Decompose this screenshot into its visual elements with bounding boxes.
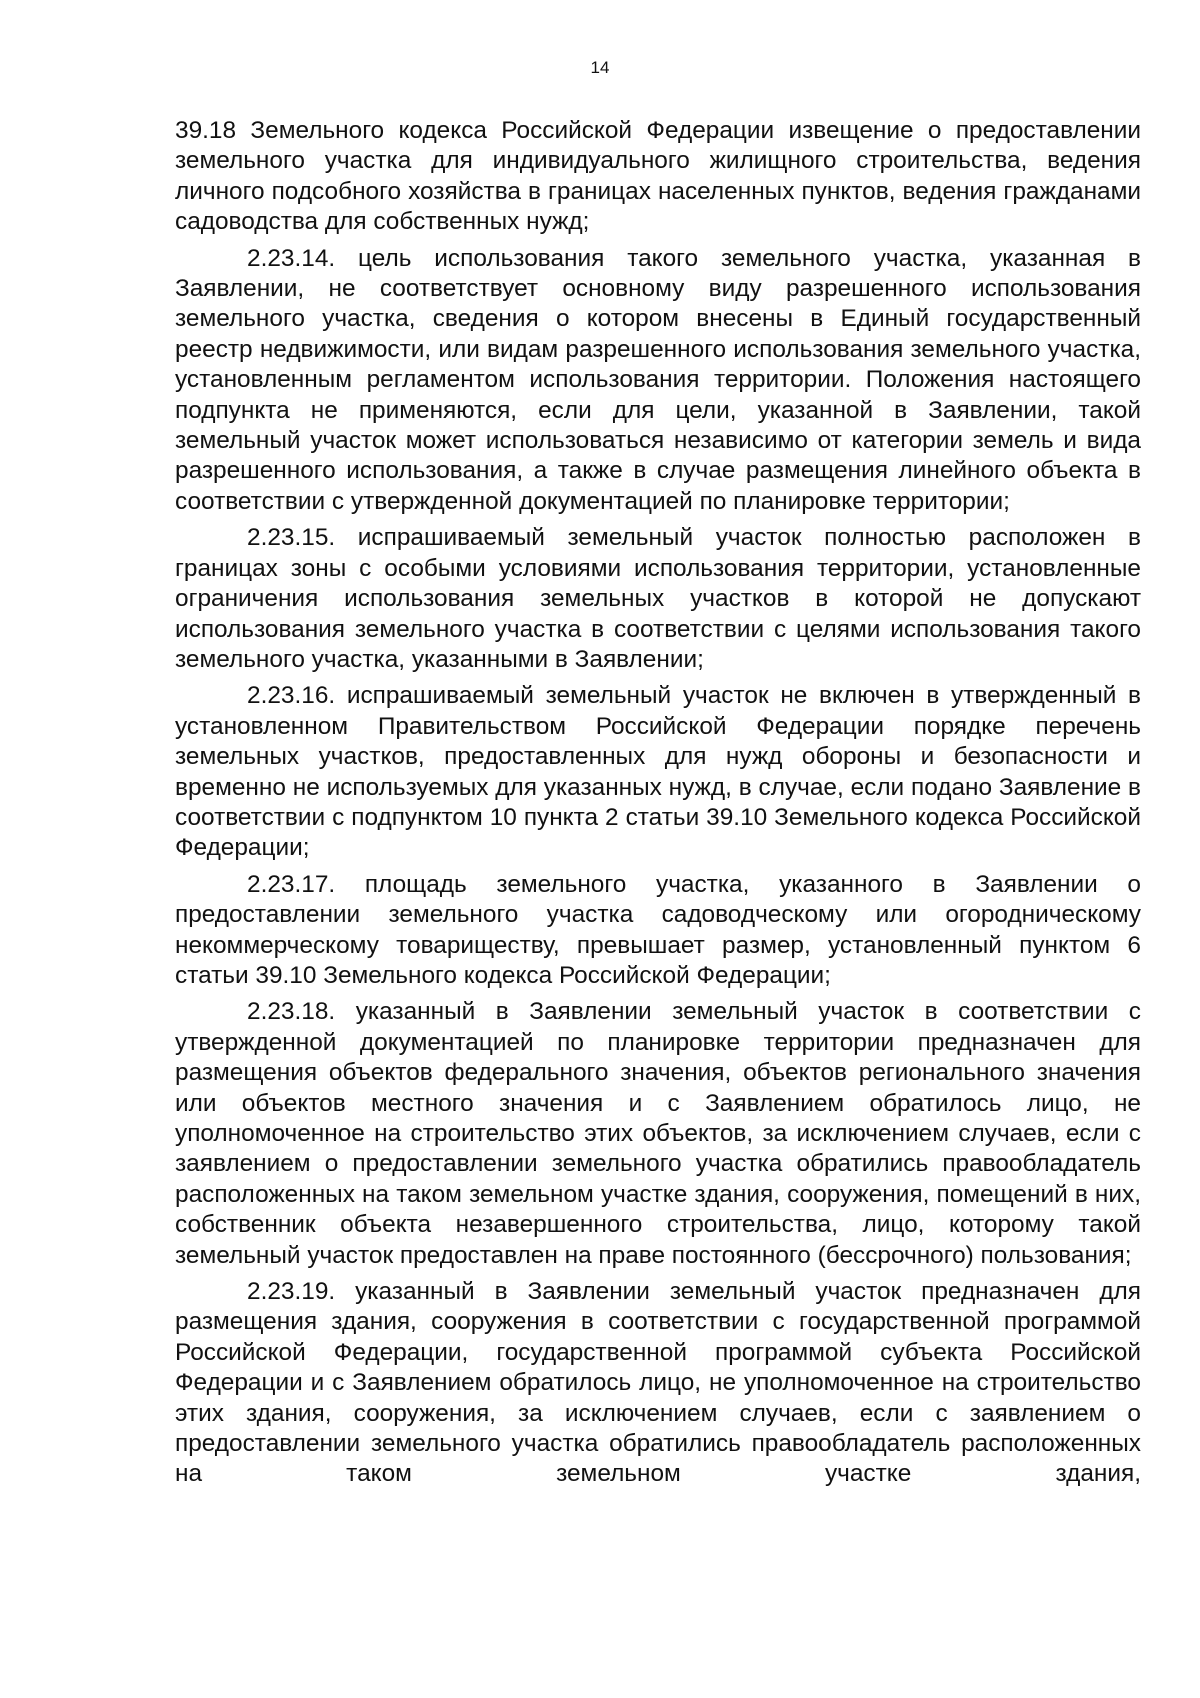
paragraph-2-23-14: 2.23.14. цель использования такого земельного участка, указанная в Заявлении, не соответствует основному виду разрешенного использования земельного участка, сведения о котором внесены в Единый государственный реестр недвижимости, или видам разрешенного использования земельного участка, установленным регламентом использования территории. Положения настоящего подпункта не применяются, если для цели, указанной в Заявлении, такой земельный участок может использоваться независимо от категории земель и вида разрешенного использования, а также в случае размещения линейного объекта в соответствии с утвержденной документацией по планировке территории; bbox=[175, 244, 1141, 515]
paragraph-continuation-39-18: 39.18 Земельного кодекса Российской Федерации извещение о предоставлении земельного участка для индивидуального жилищного строительства, ведения личного подсобного хозяйства в границах населенных пунктов, ведения гражданами садоводства для собственных нужд; bbox=[175, 117, 1141, 236]
page-number: 14 bbox=[590, 58, 610, 77]
paragraph-2-23-16: 2.23.16. испрашиваемый земельный участок не включен в утвержденный в установленном Правительством Российской Федерации порядке перечень земельных участков, предоставленных для нужд обороны и безопасности и временно не используемых для указанных нужд, в случае, если подано Заявление в соответствии с подпунктом 10 пункта 2 статьи 39.10 Земельного кодекса Российской Федерации; bbox=[175, 682, 1141, 862]
paragraph-2-23-18: 2.23.18. указанный в Заявлении земельный участок в соответствии с утвержденной документацией по планировке территории предназначен для размещения объектов федерального значения, объектов регионального значения или объектов местного значения и с Заявлением обратилось лицо, не уполномоченное на строительство этих объектов, за исключением случаев, если с заявлением о предоставлении земельного участка обратились правообладатель расположенных на таком земельном участке здания, сооружения, помещений в них, собственник объекта незавершенного строительства, лицо, которому такой земельный участок предоставлен на праве постоянного (бессрочного) пользования; bbox=[175, 998, 1141, 1269]
paragraph-2-23-15: 2.23.15. испрашиваемый земельный участок полностью расположен в границах зоны с особыми условиями использования территории, установленные ограничения использования земельных участков в которой не допускают использования земельного участка в соответствии с целями использования такого земельного участка, указанными в Заявлении; bbox=[175, 524, 1141, 673]
document-body bbox=[175, 116, 1141, 1496]
paragraph-2-23-17: 2.23.17. площадь земельного участка, указанного в Заявлении о предоставлении земельного участка садоводческому или огородническому некоммерческому товариществу, превышает размер, установленный пунктом 6 статьи 39.10 Земельного кодекса Российской Федерации; bbox=[175, 870, 1141, 989]
paragraph-2-23-19: 2.23.19. указанный в Заявлении земельный участок предназначен для размещения здания, сооружения в соответствии с государственной программой Российской Федерации, государственной программой субъекта Российской Федерации и с Заявлением обратилось лицо, не уполномоченное на строительство этих здания, сооружения, за исключением случаев, если с заявлением о предоставлении земельного участка обратились правообладатель расположенных на таком земельном участке здания, bbox=[175, 1278, 1141, 1488]
